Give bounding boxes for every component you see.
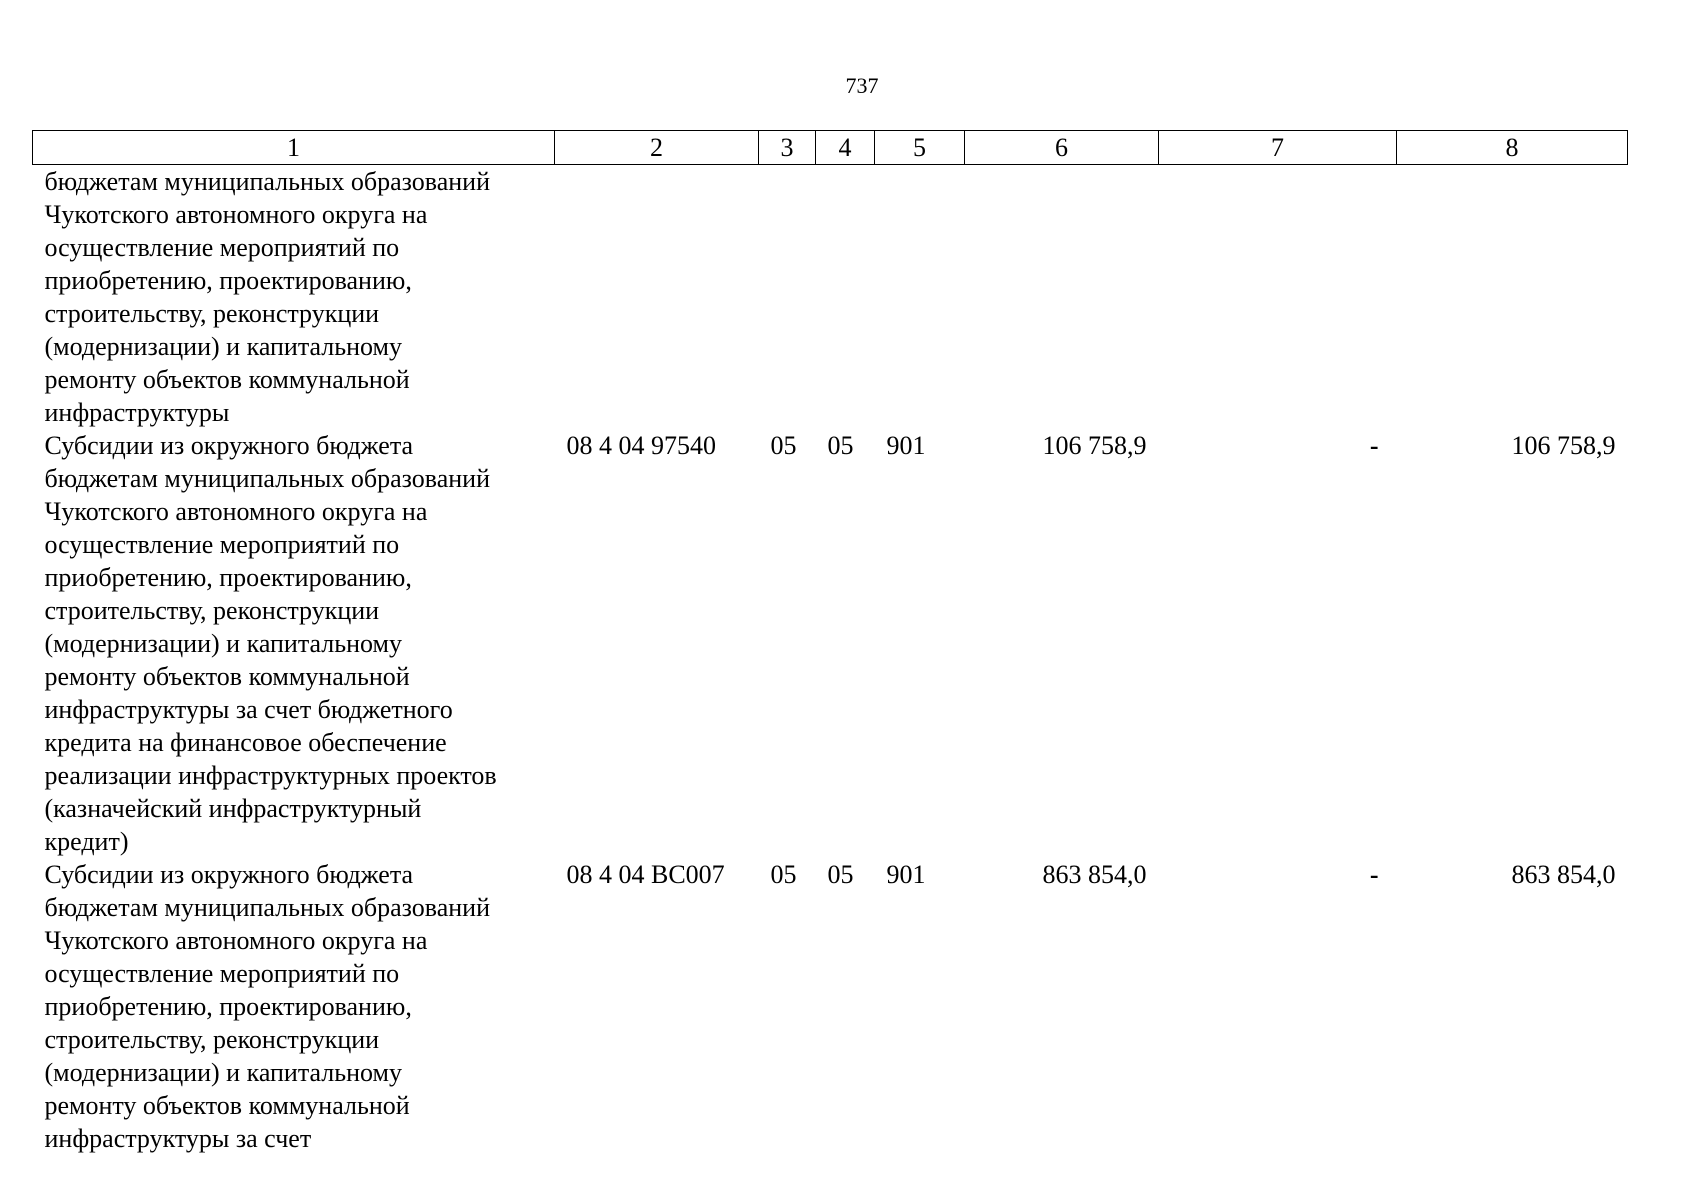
description-line: инфраструктуры за счет bbox=[44, 1124, 312, 1153]
description-line: Чукотского автономного округа на bbox=[44, 200, 428, 229]
row-subsection: 05 bbox=[827, 431, 854, 460]
description-line: бюджетам муниципальных образований bbox=[44, 167, 491, 196]
description-line: бюджетам муниципальных образований bbox=[44, 464, 491, 493]
table-row bbox=[33, 858, 1628, 1155]
header-row bbox=[33, 131, 1628, 165]
row-code: 08 4 04 ВС007 bbox=[566, 860, 725, 889]
header-cell-6: 6 bbox=[965, 131, 1159, 165]
description-line: ремонту объектов коммунальной bbox=[44, 662, 410, 691]
row-amount-col7 bbox=[1159, 165, 1397, 430]
description-line: строительству, реконструкции bbox=[44, 1025, 380, 1054]
row-amount-col8: 106 758,9 bbox=[1511, 431, 1616, 460]
description-line: кредита на финансовое обеспечение bbox=[44, 728, 447, 757]
row-amount-total bbox=[965, 165, 1159, 430]
row-amount-col7: - bbox=[1369, 860, 1379, 889]
row-section: 05 bbox=[770, 860, 797, 889]
row-expense-type bbox=[875, 165, 965, 430]
row-expense-type: 901 bbox=[886, 431, 926, 460]
description-line: инфраструктуры за счет бюджетного bbox=[44, 695, 453, 724]
description-line: бюджетам муниципальных образований bbox=[44, 893, 491, 922]
table-row bbox=[33, 165, 1628, 430]
description-line: строительству, реконструкции bbox=[44, 299, 380, 328]
row-amount-col7: - bbox=[1369, 431, 1379, 460]
description-line: кредит) bbox=[44, 827, 129, 856]
row-amount-col8: 863 854,0 bbox=[1511, 860, 1616, 889]
description-line: (модернизации) и капитальному bbox=[44, 629, 402, 658]
description-line: ремонту объектов коммунальной bbox=[44, 1091, 410, 1120]
description-line: осуществление мероприятий по bbox=[44, 530, 400, 559]
description-line: осуществление мероприятий по bbox=[44, 959, 400, 988]
row-amount-total: 863 854,0 bbox=[1042, 860, 1147, 889]
header-cell-2: 2 bbox=[555, 131, 759, 165]
header-cell-7: 7 bbox=[1159, 131, 1397, 165]
row-expense-type: 901 bbox=[886, 860, 926, 889]
table-row bbox=[33, 429, 1628, 858]
row-subsection bbox=[816, 165, 875, 430]
row-code: 08 4 04 97540 bbox=[566, 431, 716, 460]
description-line: приобретению, проектированию, bbox=[44, 563, 412, 592]
description-line: Субсидии из окружного бюджета bbox=[44, 431, 414, 460]
description-line: ремонту объектов коммунальной bbox=[44, 365, 410, 394]
row-code bbox=[555, 165, 759, 430]
header-cell-8: 8 bbox=[1397, 131, 1628, 165]
row-description bbox=[33, 858, 555, 1155]
row-amount-total: 106 758,9 bbox=[1042, 431, 1147, 460]
description-line: Чукотского автономного округа на bbox=[44, 926, 428, 955]
header-cell-4: 4 bbox=[816, 131, 875, 165]
description-line: реализации инфраструктурных проектов bbox=[44, 761, 497, 790]
description-line: (казначейский инфраструктурный bbox=[44, 794, 422, 823]
description-line: Субсидии из окружного бюджета bbox=[44, 860, 414, 889]
header-cell-3: 3 bbox=[759, 131, 816, 165]
description-line: приобретению, проектированию, bbox=[44, 992, 412, 1021]
row-description bbox=[33, 429, 555, 858]
description-line: приобретению, проектированию, bbox=[44, 266, 412, 295]
description-line: Чукотского автономного округа на bbox=[44, 497, 428, 526]
row-subsection: 05 bbox=[827, 860, 854, 889]
description-line: (модернизации) и капитальному bbox=[44, 1058, 402, 1087]
description-line: инфраструктуры bbox=[44, 398, 230, 427]
table-body bbox=[33, 165, 1628, 1156]
row-section bbox=[759, 165, 816, 430]
description-line: осуществление мероприятий по bbox=[44, 233, 400, 262]
row-section: 05 bbox=[770, 431, 797, 460]
page-number: 737 bbox=[845, 73, 879, 98]
description-line: строительству, реконструкции bbox=[44, 596, 380, 625]
description-line: (модернизации) и капитальному bbox=[44, 332, 402, 361]
header-cell-1: 1 bbox=[33, 131, 555, 165]
row-description bbox=[33, 165, 555, 430]
row-amount-col8 bbox=[1397, 165, 1628, 430]
budget-table bbox=[32, 130, 1628, 1155]
header-cell-5: 5 bbox=[875, 131, 965, 165]
table-header bbox=[33, 131, 1628, 165]
